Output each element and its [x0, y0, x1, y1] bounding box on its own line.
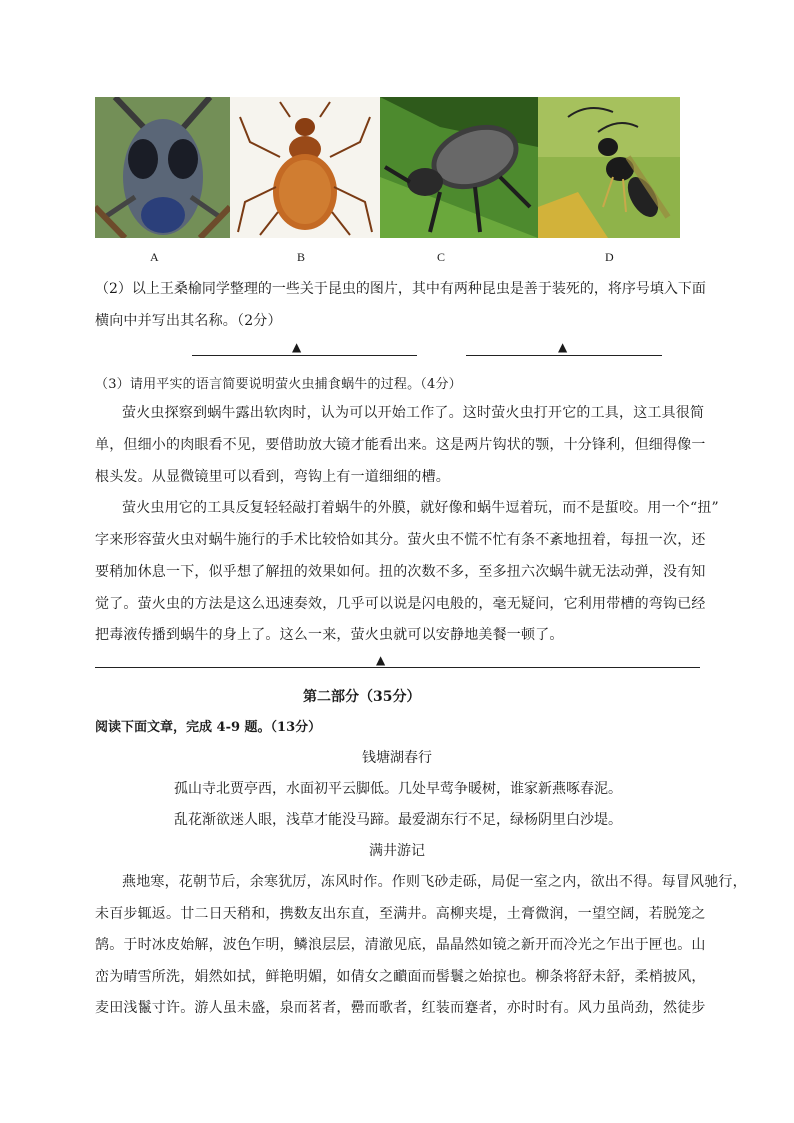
- poem-line-2: 乱花渐欲迷人眼，浅草才能没马蹄。最爱湖东行不足，绿杨阴里白沙堤。: [174, 812, 622, 828]
- image-b: [230, 97, 380, 238]
- essay-line-5: 麦田浅鬣寸许。游人虽未盛，泉而茗者，罍而歌者，红装而蹇者，亦时时有。风力虽尚劲，然徒步: [95, 1000, 706, 1016]
- image-c: [380, 97, 538, 238]
- q3-para2-line-1: 萤火虫用它的工具反复轻轻敲打着蜗牛的外膜，就好像和蜗牛逗着玩，而不是蜇咬。用一个“扭”: [122, 500, 719, 516]
- essay-line-1: 燕地寒，花朝节后，余寒犹厉，冻风时作。作则飞砂走砾，局促一室之内，欲出不得。每冒风驰行，: [122, 874, 747, 890]
- essay-line-4: 峦为晴雪所洗，娟然如拭，鲜艳明媚，如倩女之靧面而髻鬟之始掠也。柳条将舒未舒，柔梢披风，: [95, 969, 706, 985]
- ground-beetle-illustration-icon: [230, 97, 380, 238]
- q3-prompt: （3）请用平实的语言简要说明萤火虫捕食蜗牛的过程。（4分）: [95, 377, 462, 392]
- answer-marker-1: ▲: [292, 340, 302, 354]
- q2-line-1: （2）以上王桑榆同学整理的一些关于昆虫的图片，其中有两种昆虫是善于装死的，将序号填入下面: [95, 281, 706, 297]
- q3-para2-line-3: 要稍加休息一下，似乎想了解扭的效果如何。扭的次数不多，至多扭六次蜗牛就无法动弹，没有知: [95, 564, 706, 580]
- poem-title: 钱塘湖春行: [362, 750, 432, 766]
- longhorn-beetle-photo-icon: [95, 97, 230, 238]
- essay-title: 满井游记: [369, 843, 425, 859]
- image-b-caption: B: [297, 250, 306, 264]
- essay-line-2: 未百步辄返。廿二日天稍和，携数友出东直，至满井。高柳夹堤，土膏微润，一望空阔，若脱笼之: [95, 906, 706, 922]
- weevil-beetle-photo-icon: [380, 97, 538, 238]
- wasp-photo-icon: [538, 97, 680, 238]
- q3-para1-line-1: 萤火虫探察到蜗牛露出软肉时，认为可以开始工作了。这时萤火虫打开它的工具，这工具很简: [122, 405, 705, 421]
- answer-line-2[interactable]: [466, 355, 662, 356]
- q2-line-2: 横向中并写出其名称。（2分）: [95, 313, 282, 329]
- q3-para2-line-5: 把毒液传播到蜗牛的身上了。这么一来，萤火虫就可以安静地美餐一顿了。: [95, 627, 564, 643]
- image-a: [95, 97, 230, 238]
- answer-marker-2: ▲: [558, 340, 568, 354]
- q3-para1-line-3: 根头发。从显微镜里可以看到，弯钩上有一道细细的槽。: [95, 469, 450, 485]
- image-d: [538, 97, 680, 238]
- image-a-caption: A: [150, 250, 159, 264]
- answer-line-1[interactable]: [192, 355, 417, 356]
- part2-instruction: 阅读下面文章，完成 4-9 题。（13分）: [95, 720, 322, 735]
- q3-para1-line-2: 单，但细小的肉眼看不见，要借助放大镜才能看出来。这是两片钩状的颚，十分锋利，但细得像一: [95, 437, 706, 453]
- q3-para2-line-2: 字来形容萤火虫对蜗牛施行的手术比较恰如其分。萤火虫不慌不忙有条不紊地扭着，每扭一次，还: [95, 532, 706, 548]
- image-c-caption: C: [437, 250, 446, 264]
- answer-marker-3: ▲: [376, 653, 386, 667]
- poem-line-1: 孤山寺北贾亭西，水面初平云脚低。几处早莺争暖树，谁家新燕啄春泥。: [174, 781, 622, 797]
- essay-line-3: 鹄。于时冰皮始解，波色乍明，鳞浪层层，清澈见底，晶晶然如镜之新开而冷光之乍出于匣也。山: [95, 937, 706, 953]
- part2-heading: 第二部分（35分）: [303, 689, 421, 705]
- image-d-caption: D: [605, 250, 614, 264]
- answer-line-3[interactable]: [95, 667, 700, 668]
- q3-para2-line-4: 觉了。萤火虫的方法是这么迅速奏效，几乎可以说是闪电般的，毫无疑问，它利用带槽的弯钩已经: [95, 596, 706, 612]
